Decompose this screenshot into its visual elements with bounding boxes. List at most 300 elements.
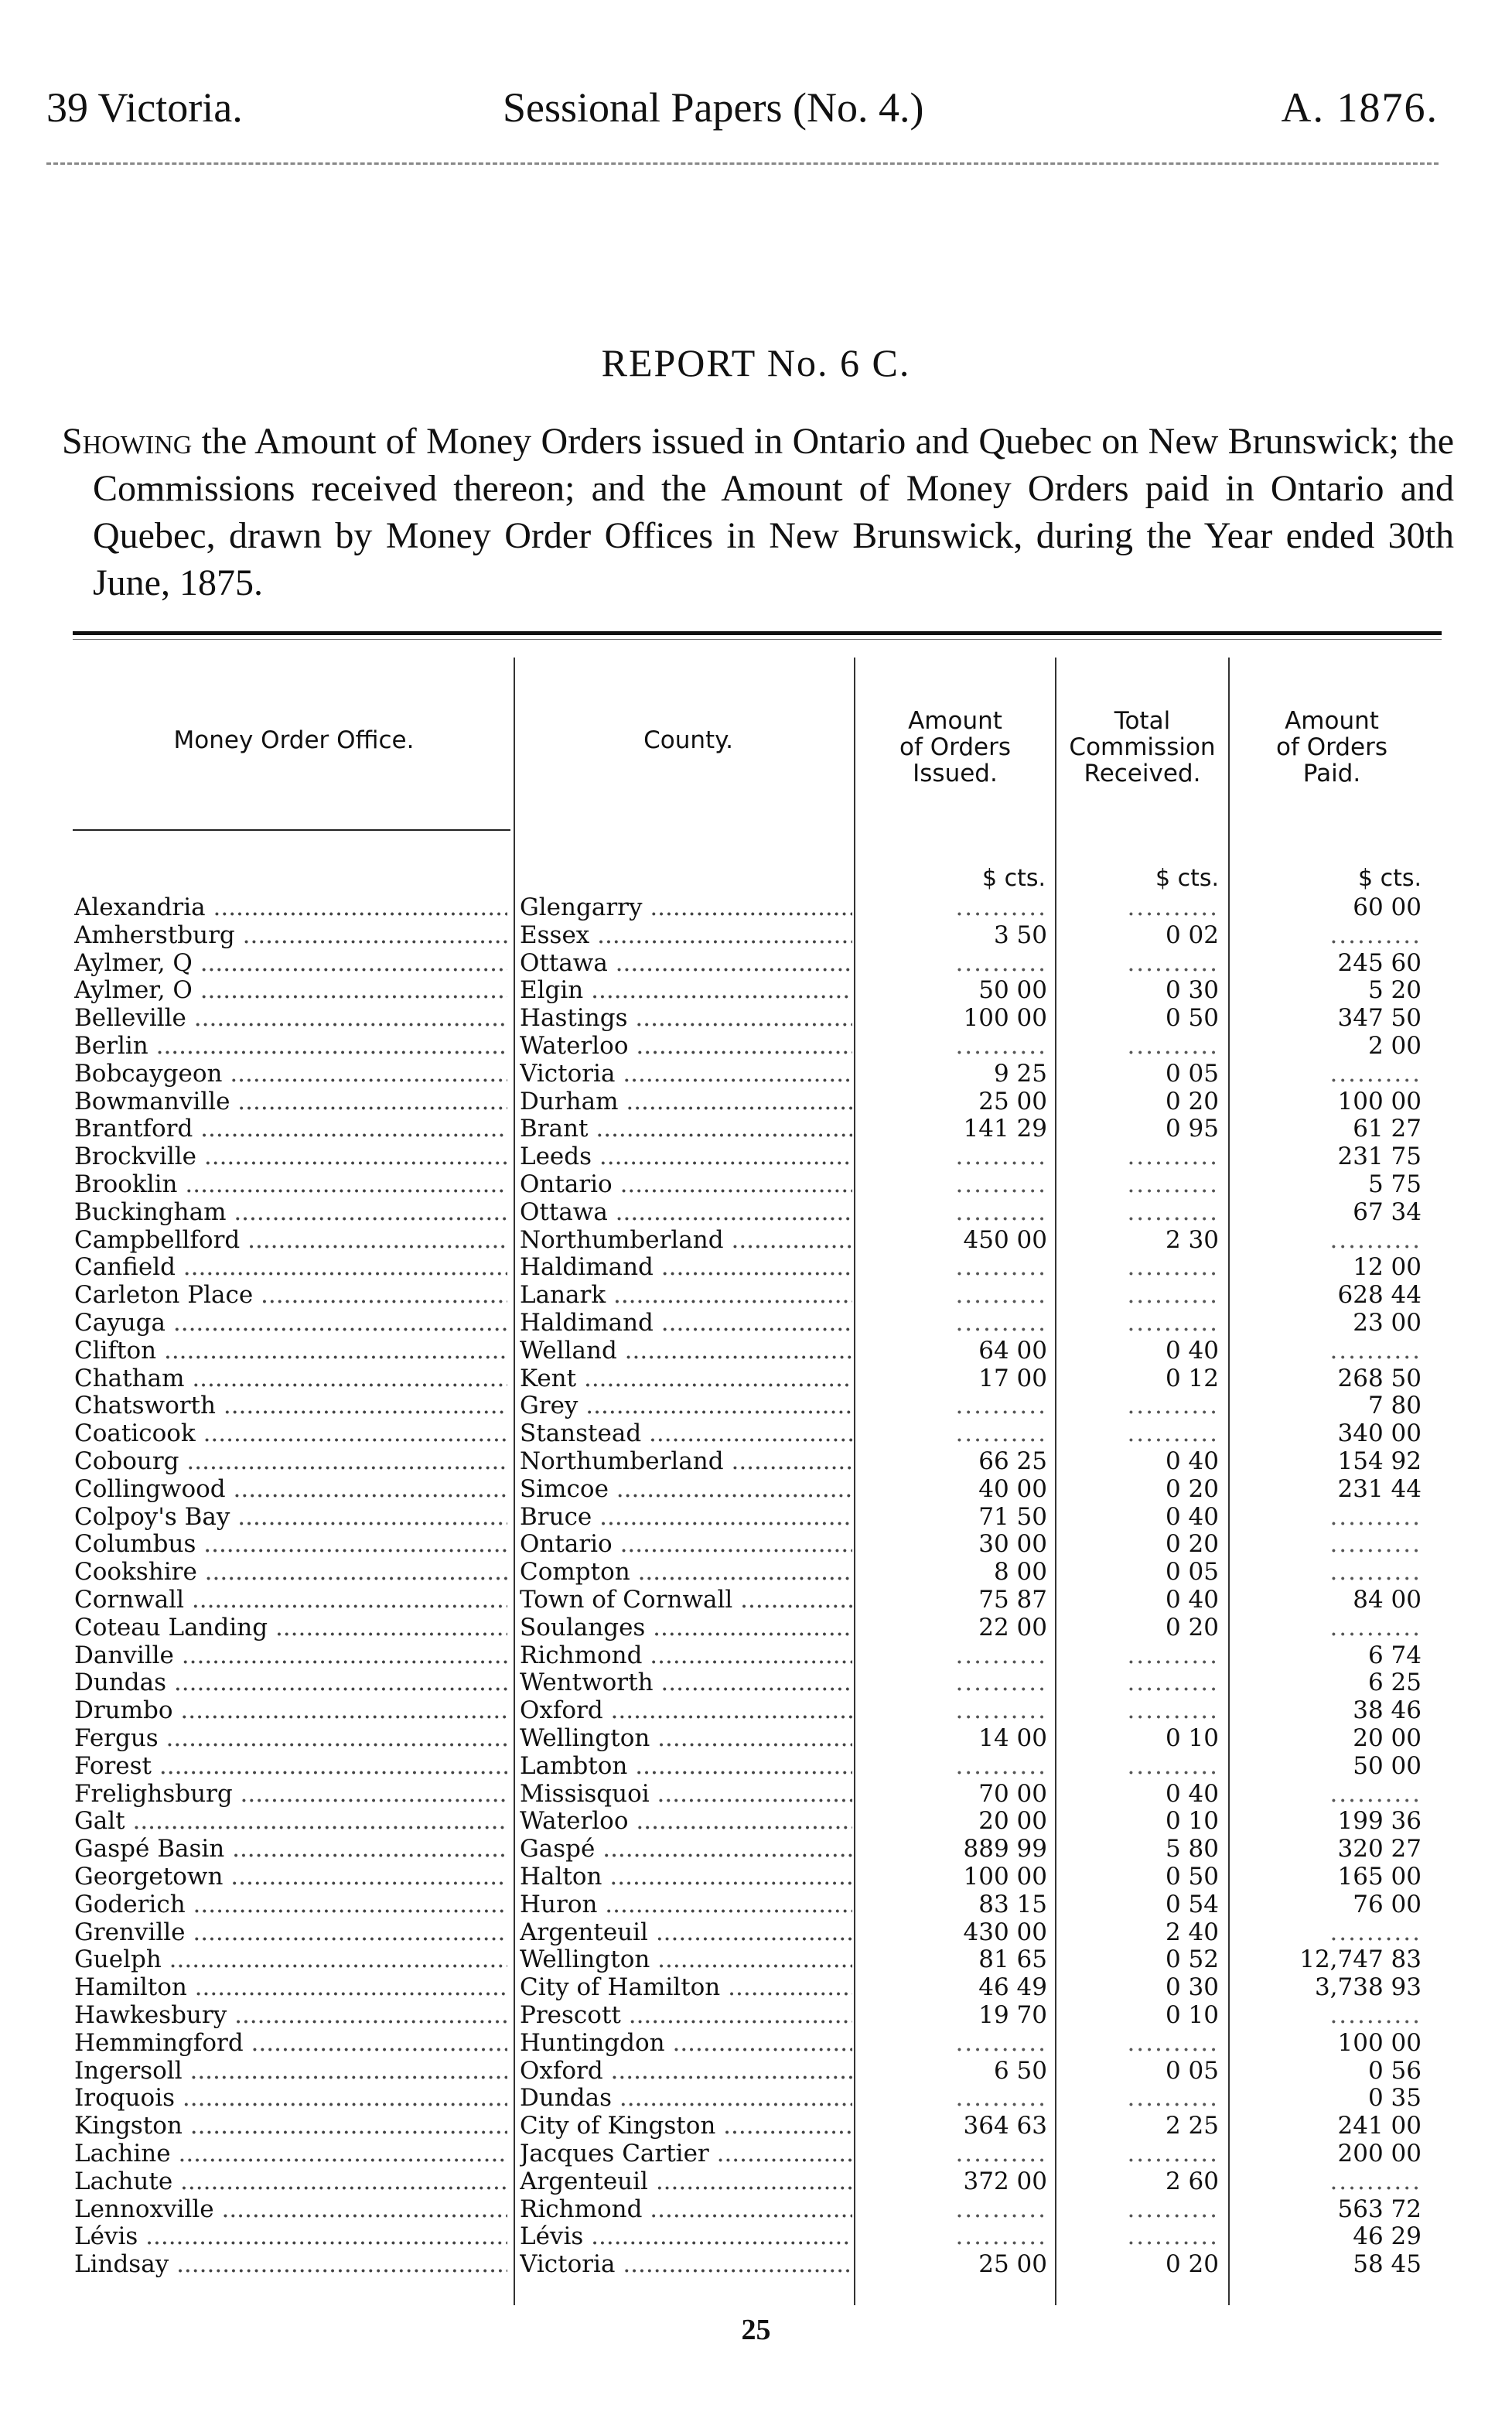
cell-issued: 3 50 <box>993 921 1047 949</box>
cell-office: Lachine ..... <box>74 2140 507 2168</box>
cell-commission: .......... <box>1127 2140 1219 2168</box>
cell-paid: 231 75 <box>1337 1143 1422 1171</box>
cell-issued: 70 00 <box>978 1779 1047 1808</box>
cell-issued: 372 00 <box>963 2167 1047 2195</box>
cell-paid: .......... <box>1329 1613 1422 1641</box>
cell-issued: .......... <box>955 1392 1047 1420</box>
page-header <box>46 84 1439 145</box>
table-row <box>0 2140 1512 2168</box>
cell-issued: 141 29 <box>963 1115 1047 1143</box>
cell-issued: 66 25 <box>978 1447 1047 1475</box>
col-header-issued-line1: Amount <box>908 707 1002 735</box>
cell-commission: 0 20 <box>1165 1087 1219 1115</box>
cell-issued: 6 50 <box>993 2056 1047 2085</box>
cell-paid: .......... <box>1329 1225 1422 1254</box>
cell-issued: 83 15 <box>978 1890 1047 1918</box>
cell-county: Lanark ..... <box>520 1281 852 1309</box>
cell-issued: .......... <box>955 893 1047 921</box>
cell-county: Hastings ..... <box>520 1004 852 1032</box>
cell-issued: .......... <box>955 948 1047 977</box>
cell-issued: 22 00 <box>978 1613 1047 1641</box>
cell-office: Dundas ..... <box>74 1669 507 1696</box>
cell-office: Carleton Place ..... <box>74 1281 507 1309</box>
cell-county: Huntingdon ..... <box>520 2029 852 2057</box>
cell-county: Glengarry ..... <box>520 893 852 921</box>
cell-paid: .......... <box>1329 2167 1422 2195</box>
cell-issued: .......... <box>955 2222 1047 2251</box>
cell-office: Goderich ..... <box>74 1891 507 1918</box>
cell-paid: 347 50 <box>1337 1004 1422 1033</box>
cell-office: Bobcaygeon ..... <box>74 1060 507 1088</box>
col-header-issued-line2: of Orders <box>899 733 1011 761</box>
cell-commission: .......... <box>1127 2084 1219 2113</box>
cell-county: Huron ..... <box>520 1891 852 1918</box>
col-header-commission-line3: Received. <box>1084 760 1201 787</box>
cell-county: Kent ..... <box>520 1365 852 1392</box>
cell-office: Cornwall ..... <box>74 1586 507 1614</box>
cell-county: Durham ..... <box>520 1088 852 1115</box>
table-row <box>0 1780 1512 1808</box>
cell-issued: .......... <box>955 1309 1047 1337</box>
cell-office: Hawkesbury ..... <box>74 2001 507 2029</box>
table-row <box>0 2168 1512 2195</box>
cell-paid: 60 00 <box>1353 893 1422 921</box>
cell-issued: .......... <box>955 1751 1047 1780</box>
cell-county: Argenteuil ..... <box>520 2168 852 2195</box>
cell-commission: .......... <box>1127 1309 1219 1337</box>
cell-county: Wellington ..... <box>520 1724 852 1752</box>
cell-county: Compton ..... <box>520 1558 852 1586</box>
page-number: 25 <box>741 2314 771 2346</box>
cell-commission: 0 40 <box>1165 1586 1219 1614</box>
cell-county: Waterloo ..... <box>520 1032 852 1060</box>
cell-issued: .......... <box>955 1641 1047 1669</box>
cell-commission: 2 25 <box>1165 2112 1219 2140</box>
table-row <box>0 1614 1512 1641</box>
unit-commission: $ cts. <box>1155 865 1219 892</box>
cell-office: Aylmer, Q ..... <box>74 949 507 977</box>
cell-paid: .......... <box>1329 1779 1422 1808</box>
report-description <box>62 418 1454 606</box>
cell-county: Waterloo ..... <box>520 1807 852 1835</box>
cell-office: Grenville ..... <box>74 1918 507 1946</box>
cell-office: Columbus ..... <box>74 1530 507 1558</box>
cell-commission: 0 20 <box>1165 1474 1219 1503</box>
table-row <box>0 1696 1512 1724</box>
cell-commission: .......... <box>1127 948 1219 977</box>
cell-county: Wellington ..... <box>520 1945 852 1973</box>
cell-county: Brant ..... <box>520 1115 852 1143</box>
cell-paid: .......... <box>1329 1558 1422 1587</box>
cell-office: Coteau Landing ..... <box>74 1614 507 1641</box>
table-row <box>0 1807 1512 1835</box>
cell-office: Brooklin ..... <box>74 1170 507 1198</box>
cell-issued: 64 00 <box>978 1336 1047 1365</box>
table-row <box>0 1918 1512 1946</box>
cell-paid: .......... <box>1329 1502 1422 1531</box>
cell-paid: 46 29 <box>1353 2222 1422 2251</box>
cell-commission: .......... <box>1127 1170 1219 1198</box>
table-row <box>0 921 1512 949</box>
cell-issued: 430 00 <box>963 1918 1047 1946</box>
table-row <box>0 1447 1512 1475</box>
cell-issued: 19 70 <box>978 2001 1047 2029</box>
cell-paid: 100 00 <box>1337 2028 1422 2057</box>
cell-county: Halton ..... <box>520 1863 852 1891</box>
cell-issued: 50 00 <box>978 976 1047 1005</box>
cell-paid: .......... <box>1329 2001 1422 2029</box>
cell-county: Victoria ..... <box>520 1060 852 1088</box>
cell-paid: .......... <box>1329 1918 1422 1946</box>
cell-county: Bruce ..... <box>520 1503 852 1531</box>
cell-commission: .......... <box>1127 2195 1219 2223</box>
cell-issued: .......... <box>955 2028 1047 2057</box>
table-row <box>0 1891 1512 1918</box>
cell-office: Brantford ..... <box>74 1115 507 1143</box>
table-top-rule <box>73 631 1442 635</box>
cell-issued: .......... <box>955 1253 1047 1282</box>
cell-office: Aylmer, O ..... <box>74 976 507 1004</box>
cell-county: Ontario ..... <box>520 1170 852 1198</box>
cell-office: Canfield ..... <box>74 1253 507 1281</box>
header-underline <box>73 829 510 831</box>
table-row <box>0 2222 1512 2250</box>
table-row <box>0 976 1512 1004</box>
cell-office: Georgetown ..... <box>74 1863 507 1891</box>
cell-office: Cobourg ..... <box>74 1447 507 1475</box>
table-row <box>0 1365 1512 1392</box>
cell-paid: 2 00 <box>1367 1032 1422 1060</box>
cell-office: Ingersoll ..... <box>74 2057 507 2085</box>
cell-county: Haldimand ..... <box>520 1309 852 1337</box>
cell-paid: 50 00 <box>1353 1751 1422 1780</box>
cell-issued: 364 63 <box>963 2112 1047 2140</box>
cell-county: City of Kingston ..... <box>520 2112 852 2140</box>
cell-paid: 628 44 <box>1337 1281 1422 1310</box>
table-row <box>0 1669 1512 1696</box>
cell-commission: 2 40 <box>1165 1918 1219 1946</box>
cell-county: Essex ..... <box>520 921 852 949</box>
cell-paid: 200 00 <box>1337 2140 1422 2168</box>
cell-office: Hemmingford ..... <box>74 2029 507 2057</box>
cell-county: Lambton ..... <box>520 1752 852 1780</box>
table-row <box>0 2084 1512 2112</box>
cell-issued: 14 00 <box>978 1724 1047 1752</box>
cell-commission: 0 05 <box>1165 1558 1219 1587</box>
col-header-commission-line2: Commission <box>1069 733 1216 761</box>
col-header-office: Money Order Office. <box>173 726 415 754</box>
table-row <box>0 1170 1512 1198</box>
cell-issued: .......... <box>955 2084 1047 2113</box>
cell-commission: .......... <box>1127 1751 1219 1780</box>
table-row <box>0 1641 1512 1669</box>
cell-commission: .......... <box>1127 1197 1219 1226</box>
cell-paid: 5 20 <box>1367 976 1422 1005</box>
cell-county: Richmond ..... <box>520 1641 852 1669</box>
cell-commission: 0 40 <box>1165 1447 1219 1475</box>
table-row <box>0 1032 1512 1060</box>
cell-office: Frelighsburg ..... <box>74 1780 507 1808</box>
cell-office: Chatham ..... <box>74 1365 507 1392</box>
cell-issued: .......... <box>955 1197 1047 1226</box>
cell-county: Ottawa ..... <box>520 1198 852 1226</box>
cell-office: Lévis ..... <box>74 2222 507 2250</box>
cell-paid: 23 00 <box>1353 1309 1422 1337</box>
cell-paid: 7 80 <box>1367 1392 1422 1420</box>
cell-county: Prescott ..... <box>520 2001 852 2029</box>
cell-issued: .......... <box>955 1032 1047 1060</box>
cell-office: Cookshire ..... <box>74 1558 507 1586</box>
table-row <box>0 2250 1512 2278</box>
cell-office: Gaspé Basin ..... <box>74 1835 507 1863</box>
cell-paid: 0 56 <box>1367 2056 1422 2085</box>
cell-issued: 17 00 <box>978 1364 1047 1392</box>
cell-issued: 75 87 <box>978 1586 1047 1614</box>
cell-office: Forest ..... <box>74 1752 507 1780</box>
cell-paid: 563 72 <box>1337 2195 1422 2223</box>
cell-paid: 241 00 <box>1337 2112 1422 2140</box>
cell-county: Simcoe ..... <box>520 1475 852 1503</box>
cell-commission: .......... <box>1127 1392 1219 1420</box>
table-row <box>0 1253 1512 1281</box>
cell-issued: 25 00 <box>978 2250 1047 2279</box>
cell-paid: 5 75 <box>1367 1170 1422 1198</box>
cell-commission: 5 80 <box>1165 1835 1219 1863</box>
col-header-paid-line2: of Orders <box>1276 733 1387 761</box>
cell-commission: .......... <box>1127 1032 1219 1060</box>
table-row <box>0 949 1512 977</box>
cell-commission: 0 30 <box>1165 976 1219 1005</box>
cell-office: Chatsworth ..... <box>74 1392 507 1419</box>
cell-county: Welland ..... <box>520 1337 852 1365</box>
cell-office: Brockville ..... <box>74 1143 507 1170</box>
cell-paid: 154 92 <box>1337 1447 1422 1475</box>
cell-paid: 165 00 <box>1337 1863 1422 1891</box>
cell-paid: 84 00 <box>1353 1586 1422 1614</box>
cell-county: Elgin ..... <box>520 976 852 1004</box>
cell-paid: 0 35 <box>1367 2084 1422 2113</box>
cell-paid: 38 46 <box>1353 1696 1422 1725</box>
cell-county: Ontario ..... <box>520 1530 852 1558</box>
table-row <box>0 893 1512 921</box>
cell-issued: 40 00 <box>978 1474 1047 1503</box>
cell-paid: 320 27 <box>1337 1835 1422 1863</box>
cell-county: Haldimand ..... <box>520 1253 852 1281</box>
cell-office: Drumbo ..... <box>74 1696 507 1724</box>
cell-commission: 0 54 <box>1165 1890 1219 1918</box>
cell-office: Guelph ..... <box>74 1945 507 1973</box>
cell-office: Lachute ..... <box>74 2168 507 2195</box>
report-title: REPORT No. 6 C. <box>601 341 911 384</box>
cell-office: Clifton ..... <box>74 1337 507 1365</box>
cell-county: Oxford ..... <box>520 2057 852 2085</box>
cell-office: Belleville ..... <box>74 1004 507 1032</box>
table-row <box>0 1558 1512 1586</box>
cell-county: Argenteuil ..... <box>520 1918 852 1946</box>
unit-paid: $ cts. <box>1357 865 1422 892</box>
cell-office: Berlin ..... <box>74 1032 507 1060</box>
cell-county: City of Hamilton ..... <box>520 1973 852 2001</box>
cell-paid: 76 00 <box>1353 1890 1422 1918</box>
cell-issued: 8 00 <box>993 1558 1047 1587</box>
cell-issued: 81 65 <box>978 1945 1047 1974</box>
table-row <box>0 2029 1512 2057</box>
cell-issued: .......... <box>955 1143 1047 1171</box>
cell-commission: 0 20 <box>1165 1530 1219 1559</box>
cell-commission: 0 40 <box>1165 1779 1219 1808</box>
cell-office: Lindsay ..... <box>74 2250 507 2278</box>
cell-commission: 0 40 <box>1165 1336 1219 1365</box>
table-row <box>0 1198 1512 1226</box>
cell-issued: 46 49 <box>978 1973 1047 2002</box>
table-row <box>0 1530 1512 1558</box>
cell-commission: 0 50 <box>1165 1863 1219 1891</box>
cell-paid: .......... <box>1329 1530 1422 1559</box>
cell-office: Coaticook ..... <box>74 1419 507 1447</box>
cell-commission: 0 52 <box>1165 1945 1219 1974</box>
col-header-commission <box>1058 708 1227 787</box>
cell-county: Town of Cornwall ..... <box>520 1586 852 1614</box>
cell-commission: .......... <box>1127 2028 1219 2057</box>
cell-paid: 245 60 <box>1337 948 1422 977</box>
table-row <box>0 1226 1512 1254</box>
table-row <box>0 2001 1512 2029</box>
cell-issued: 100 00 <box>963 1863 1047 1891</box>
cell-county: Oxford ..... <box>520 1696 852 1724</box>
cell-commission: 0 40 <box>1165 1502 1219 1531</box>
table-row <box>0 2057 1512 2085</box>
report-description-text: the Amount of Money Orders issued in Ontario and Quebec on New Brunswick; the Commissions received thereon; and the Amount of Money Orders paid in Ontario and Quebec, drawn by Money Order Offices in New Brunswick, during the Year ended 30th June, 1875. <box>93 421 1455 603</box>
table-row <box>0 1724 1512 1752</box>
cell-office: Buckingham ..... <box>74 1198 507 1226</box>
cell-commission: .......... <box>1127 1669 1219 1697</box>
cell-issued: .......... <box>955 1696 1047 1725</box>
cell-issued: 9 25 <box>993 1059 1047 1088</box>
cell-commission: 0 10 <box>1165 2001 1219 2029</box>
cell-paid: .......... <box>1329 921 1422 949</box>
cell-office: Lennoxville ..... <box>74 2195 507 2223</box>
cell-commission: .......... <box>1127 893 1219 921</box>
cell-commission: 0 50 <box>1165 1004 1219 1033</box>
cell-commission: .......... <box>1127 1641 1219 1669</box>
table-row <box>0 1309 1512 1337</box>
cell-commission: 2 30 <box>1165 1225 1219 1254</box>
cell-commission: 0 10 <box>1165 1807 1219 1836</box>
cell-paid: 58 45 <box>1353 2250 1422 2279</box>
table-row <box>0 1863 1512 1891</box>
header-volume: 39 Victoria. <box>46 84 243 131</box>
cell-office: Iroquois ..... <box>74 2084 507 2112</box>
cell-issued: 100 00 <box>963 1004 1047 1033</box>
cell-county: Wentworth ..... <box>520 1669 852 1696</box>
cell-paid: 12,747 83 <box>1299 1945 1422 1974</box>
table-row <box>0 1337 1512 1365</box>
cell-commission: .......... <box>1127 1253 1219 1282</box>
cell-paid: 67 34 <box>1353 1197 1422 1226</box>
cell-paid: 231 44 <box>1337 1474 1422 1503</box>
table-row <box>0 1973 1512 2001</box>
cell-commission: 0 12 <box>1165 1364 1219 1392</box>
table-row <box>0 1143 1512 1170</box>
cell-paid: 340 00 <box>1337 1419 1422 1448</box>
table-row <box>0 2195 1512 2223</box>
cell-office: Fergus ..... <box>74 1724 507 1752</box>
cell-county: Stanstead ..... <box>520 1419 852 1447</box>
cell-commission: .......... <box>1127 1281 1219 1310</box>
table-row <box>0 1752 1512 1780</box>
cell-commission: 0 02 <box>1165 921 1219 949</box>
cell-issued: .......... <box>955 1669 1047 1697</box>
table-row <box>0 1088 1512 1115</box>
col-header-paid <box>1231 708 1432 787</box>
cell-paid: .......... <box>1329 1059 1422 1088</box>
table-row <box>0 1503 1512 1531</box>
cell-county: Missisquoi ..... <box>520 1780 852 1808</box>
cell-issued: 20 00 <box>978 1807 1047 1836</box>
table-row <box>0 2112 1512 2140</box>
cell-office: Galt ..... <box>74 1807 507 1835</box>
cell-county: Victoria ..... <box>520 2250 852 2278</box>
cell-commission: 0 10 <box>1165 1724 1219 1752</box>
cell-county: Ottawa ..... <box>520 949 852 977</box>
table-row <box>0 1115 1512 1143</box>
cell-commission: .......... <box>1127 1143 1219 1171</box>
cell-commission: .......... <box>1127 1419 1219 1448</box>
cell-county: Gaspé ..... <box>520 1835 852 1863</box>
unit-issued: $ cts. <box>981 865 1046 892</box>
cell-commission: 0 95 <box>1165 1115 1219 1143</box>
cell-county: Lévis ..... <box>520 2222 852 2250</box>
cell-office: Bowmanville ..... <box>74 1088 507 1115</box>
table-row <box>0 1392 1512 1419</box>
table-row <box>0 1475 1512 1503</box>
cell-commission: 0 05 <box>1165 2056 1219 2085</box>
cell-paid: 199 36 <box>1337 1807 1422 1836</box>
cell-issued: 25 00 <box>978 1087 1047 1115</box>
cell-paid: 20 00 <box>1353 1724 1422 1752</box>
cell-paid: 12 00 <box>1353 1253 1422 1282</box>
cell-paid: 6 25 <box>1367 1669 1422 1697</box>
col-header-issued <box>858 708 1052 787</box>
cell-county: Grey ..... <box>520 1392 852 1419</box>
cell-office: Kingston ..... <box>74 2112 507 2140</box>
cell-issued: .......... <box>955 1281 1047 1310</box>
cell-county: Northumberland ..... <box>520 1226 852 1254</box>
cell-commission: 0 30 <box>1165 1973 1219 2002</box>
cell-county: Jacques Cartier ..... <box>520 2140 852 2168</box>
cell-county: Richmond ..... <box>520 2195 852 2223</box>
cell-county: Northumberland ..... <box>520 1447 852 1475</box>
table-top-rule-thin <box>73 639 1442 640</box>
cell-issued: .......... <box>955 2140 1047 2168</box>
cell-commission: 0 05 <box>1165 1059 1219 1088</box>
table-row <box>0 1281 1512 1309</box>
col-header-paid-line1: Amount <box>1285 707 1379 735</box>
cell-office: Colpoy's Bay ..... <box>74 1503 507 1531</box>
cell-office: Collingwood ..... <box>74 1475 507 1503</box>
cell-office: Danville ..... <box>74 1641 507 1669</box>
cell-issued: 889 99 <box>963 1835 1047 1863</box>
cell-commission: 2 60 <box>1165 2167 1219 2195</box>
cell-issued: 450 00 <box>963 1225 1047 1254</box>
cell-office: Campbellford ..... <box>74 1226 507 1254</box>
cell-county: Leeds ..... <box>520 1143 852 1170</box>
table-row <box>0 1945 1512 1973</box>
cell-paid: 268 50 <box>1337 1364 1422 1392</box>
cell-office: Hamilton ..... <box>74 1973 507 2001</box>
header-series: Sessional Papers (No. 4.) <box>503 84 924 131</box>
table-row <box>0 1586 1512 1614</box>
